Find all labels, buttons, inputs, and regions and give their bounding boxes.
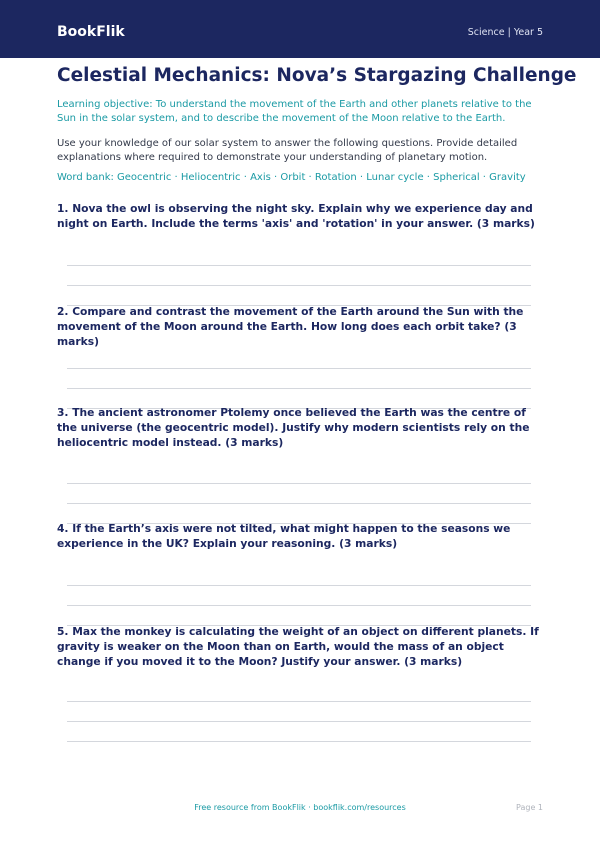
instructions: Use your knowledge of our solar system to answer the following questions. Provide detailed explanations where required to demonstrate your understanding of planetary motion. <box>57 138 518 163</box>
answer-line[interactable] <box>67 605 531 606</box>
subject-year-label: Science | Year 5 <box>467 27 543 38</box>
answer-line[interactable] <box>67 701 531 702</box>
answer-line[interactable] <box>67 388 531 389</box>
answer-line[interactable] <box>67 741 531 742</box>
answer-line[interactable] <box>67 721 531 722</box>
question-4: 4. If the Earth’s axis were not tilted, what might happen to the seasons we experience in the UK? Explain your reasoning. (3 marks) <box>57 522 511 550</box>
question-1: 1. Nova the owl is observing the night sky. Explain why we experience day and night on Earth. Include the terms 'axis' and 'rotation' in your answer. (3 marks) <box>57 202 535 230</box>
word-bank: Word bank: Geocentric · Heliocentric · Axis · Orbit · Rotation · Lunar cycle · Spherical · Gravity <box>57 172 526 183</box>
question-3: 3. The ancient astronomer Ptolemy once believed the Earth was the centre of the universe (the geocentric model). Justify why modern scientists rely on the heliocentric model instead. (3 marks) <box>57 406 530 449</box>
brand-logo[interactable]: BookFlik <box>57 24 125 40</box>
learning-objective: Learning objective: To understand the movement of the Earth and other planets relative to the Sun in the solar system, and to describe the movement of the Moon relative to the Earth. <box>57 99 532 124</box>
footer-credit[interactable]: Free resource from BookFlik · bookflik.com/resources <box>194 803 406 812</box>
answer-line[interactable] <box>67 285 531 286</box>
answer-line[interactable] <box>67 503 531 504</box>
header-bar <box>0 0 600 58</box>
question-5: 5. Max the monkey is calculating the weight of an object on different planets. If gravity is weaker on the Moon than on Earth, would the mass of an object change if you moved it to the Moon? Justify your answer. (3 marks) <box>57 625 539 668</box>
page-title: Celestial Mechanics: Nova’s Stargazing Challenge <box>57 65 577 86</box>
page-number: Page 1 <box>516 803 543 812</box>
answer-line[interactable] <box>67 585 531 586</box>
answer-line[interactable] <box>67 483 531 484</box>
answer-line[interactable] <box>67 265 531 266</box>
question-2: 2. Compare and contrast the movement of the Earth around the Sun with the movement of the Moon around the Earth. How long does each orbit take? (3 marks) <box>57 305 524 348</box>
answer-line[interactable] <box>67 368 531 369</box>
